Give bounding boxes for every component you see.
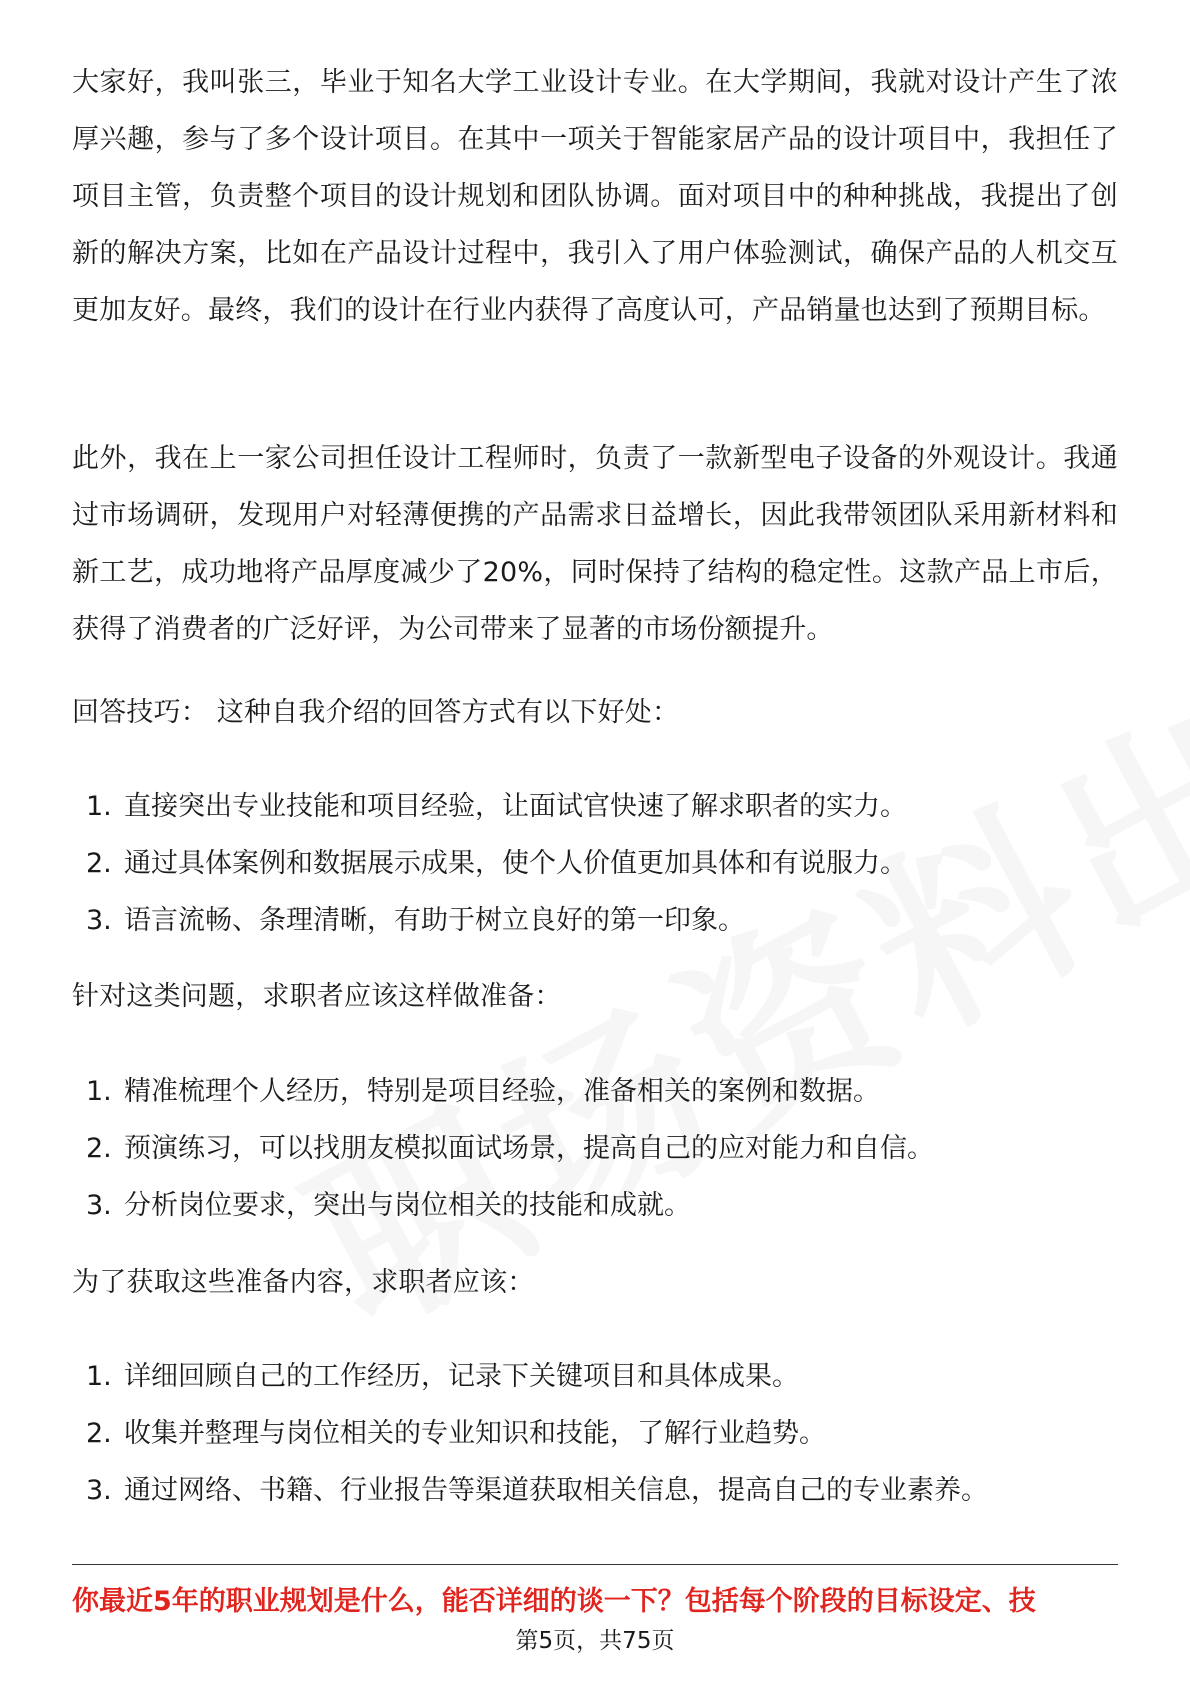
list-item xyxy=(86,1348,1116,1405)
prep-heading: 针对这类问题，求职者应该这样做准备： xyxy=(72,981,562,1012)
list-text: 精准梳理个人经历，特别是项目经验，准备相关的案例和数据。 xyxy=(124,1076,880,1107)
list-number: 2. xyxy=(86,848,112,879)
tips-heading: 回答技巧： 这种自我介绍的回答方式有以下好处： xyxy=(72,697,680,728)
list-number: 3. xyxy=(86,1190,112,1221)
list-number: 1. xyxy=(86,1076,112,1107)
list-item xyxy=(86,1462,1116,1519)
list-text: 详细回顾自己的工作经历，记录下关键项目和具体成果。 xyxy=(124,1361,799,1392)
list-item xyxy=(86,892,1116,949)
tips-list xyxy=(86,778,1116,949)
list-text: 预演练习，可以找朋友模拟面试场景，提高自己的应对能力和自信。 xyxy=(124,1133,934,1164)
list-text: 直接突出专业技能和项目经验，让面试官快速了解求职者的实力。 xyxy=(124,791,907,822)
section-divider xyxy=(72,1564,1118,1565)
list-number: 3. xyxy=(86,1475,112,1506)
prep-list xyxy=(86,1063,1116,1234)
gather-heading: 为了获取这些准备内容，求职者应该： xyxy=(72,1267,535,1298)
list-text: 通过具体案例和数据展示成果，使个人价值更加具体和有说服力。 xyxy=(124,848,907,879)
list-item xyxy=(86,1120,1116,1177)
next-question-heading: 你最近5年的职业规划是什么，能否详细的谈一下？包括每个阶段的目标设定、技 xyxy=(72,1586,1036,1617)
page-number: 第5页，共75页 xyxy=(515,1628,675,1654)
list-item xyxy=(86,778,1116,835)
list-number: 2. xyxy=(86,1133,112,1164)
list-item xyxy=(86,1405,1116,1462)
list-number: 2. xyxy=(86,1418,112,1449)
gather-list xyxy=(86,1348,1116,1519)
list-number: 3. xyxy=(86,905,112,936)
list-item xyxy=(86,1177,1116,1234)
experience-paragraph: 此外，我在上一家公司担任设计工程师时，负责了一款新型电子设备的外观设计。我通过市场调研，发现用户对轻薄便携的产品需求日益增长，因此我带领团队采用新材料和新工艺，成功地将产品厚度减少了20%，同时保持了结构的稳定性。这款产品上市后，获得了消费者的广泛好评，为公司带来了显著的市场份额提升。 xyxy=(72,443,1118,645)
list-item xyxy=(86,1063,1116,1120)
intro-paragraph: 大家好，我叫张三，毕业于知名大学工业设计专业。在大学期间，我就对设计产生了浓厚兴趣，参与了多个设计项目。在其中一项关于智能家居产品的设计项目中，我担任了项目主管，负责整个项目的设计规划和团队协调。面对项目中的种种挑战，我提出了创新的解决方案，比如在产品设计过程中，我引入了用户体验测试，确保产品的人机交互更加友好。最终，我们的设计在行业内获得了高度认可，产品销量也达到了预期目标。 xyxy=(72,67,1118,326)
list-text: 语言流畅、条理清晰，有助于树立良好的第一印象。 xyxy=(124,905,745,936)
list-number: 1. xyxy=(86,1361,112,1392)
list-text: 收集并整理与岗位相关的专业知识和技能，了解行业趋势。 xyxy=(124,1418,826,1449)
list-text: 分析岗位要求，突出与岗位相关的技能和成就。 xyxy=(124,1190,691,1221)
list-item xyxy=(86,835,1116,892)
list-text: 通过网络、书籍、行业报告等渠道获取相关信息，提高自己的专业素养。 xyxy=(124,1475,988,1506)
list-number: 1. xyxy=(86,791,112,822)
